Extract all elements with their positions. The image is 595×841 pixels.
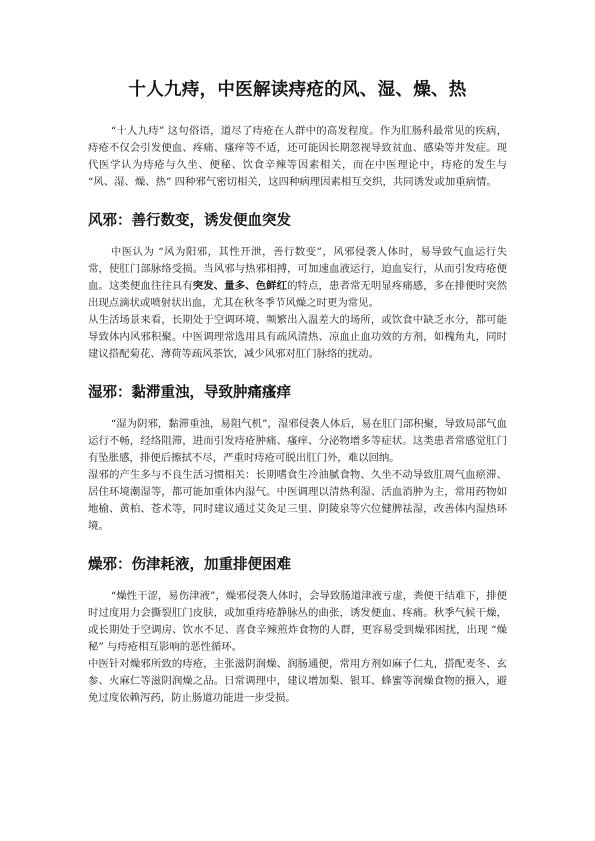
document-title: 十人九痔，中医解读痔疮的风、湿、燥、热 [128, 80, 467, 100]
dryness-paragraph-2: 中医针对燥邪所致的痔疮，主张滋阴润燥、润肠通便，常用方剂如麻子仁丸，搭配麦冬、玄参、火麻仁等滋阴润燥之品。日常调理中，建议增加梨、银耳、蜂蜜等润燥食物的摄入，避免过度依赖泻药，防止肠道功能进一步受损。 [88, 658, 507, 704]
dryness-paragraph-1: “燥性干涩，易伤津液”，燥邪侵袭人体时，会导致肠道津液亏虚，粪便干结难下，排便时过度用力会撕裂肛门皮肤，或加重痔疮静脉丛的曲张，诱发便血、疼痛。秋季气候干燥，或长期处于空调房、饮水不足、喜食辛辣煎炸食物的人群，更容易受到燥邪困扰，出现 “燥秘” 与痔疮相互影响的恶性循环。 [88, 590, 507, 653]
section-heading-dryness: 燥邪：伤津耗液，加重排便困难 [88, 557, 291, 573]
dampness-paragraph-2: 湿邪的产生多与不良生活习惯相关：长期嗜食生冷油腻食物、久坐不动导致肛周气血瘀滞、居住环境潮湿等，都可能加重体内湿气。中医调理以清热利湿、活血消肿为主，常用药物如地榆、黄柏、苍术等，同时建议通过艾灸足三里、阴陵泉等穴位健脾祛湿，改善体内湿热环境。 [88, 469, 507, 532]
intro-paragraph: “十人九痔” 这句俗语，道尽了痔疮在人群中的高发程度。作为肛肠科最常见的疾病，痔疮不仅会引发便血、疼痛、瘙痒等不适，还可能因长期忽视导致贫血、感染等并发症。现代医学认为痔疮与久坐、便秘、饮食辛辣等因素相关，而在中医理论中，痔疮的发生与 “风、湿、燥、热” 四种邪气密切相关，这四种病理因素相互交织，共同诱发或加重病情。 [88, 125, 507, 188]
section-heading-wind: 风邪：善行数变，诱发便血突发 [88, 213, 291, 229]
section-heading-dampness: 湿邪：黏滞重浊，导致肿痛瘙痒 [88, 385, 291, 401]
wind-paragraph-1-text-b: 的特点，患者常无明显疼痛感，多在排便时突然出现点滴状或喷射状出血，尤其在秋冬季节风燥之时更为常见。 [88, 280, 508, 309]
wind-paragraph-2: 从生活场景来看，长期处于空调环境、频繁出入温差大的场所，或饮食中缺乏水分，都可能导致体内风邪积聚。中医调理常选用具有疏风清热、凉血止血功效的方剂，如槐角丸，同时建议搭配菊花、薄荷等疏风茶饮，减少风邪对肛门脉络的扰动。 [88, 314, 507, 360]
wind-paragraph-1-text-a: 中医认为 “风为阳邪，其性开泄，善行数变”，风邪侵袭人体时，易导致气血运行失常，使肛门部脉络受损。当风邪与热邪相搏，可加速血液运行，迫血妄行，从而引发痔疮便血。这类便血往往具有 [88, 246, 507, 292]
wind-paragraph-1 [88, 244, 507, 312]
dampness-paragraph-1: “湿为阴邪，黏滞重浊，易阻气机”，湿邪侵袭人体后，易在肛门部积聚，导致局部气血运行不畅，经络阻滞，进而引发痔疮肿痛、瘙痒、分泌物增多等症状。这类患者常感觉肛门有坠胀感，排便后擦拭不尽，严重时痔疮可脱出肛门外，难以回纳。 [88, 418, 507, 464]
wind-emphasis-text: 突发、量多、色鲜红 [192, 280, 288, 292]
